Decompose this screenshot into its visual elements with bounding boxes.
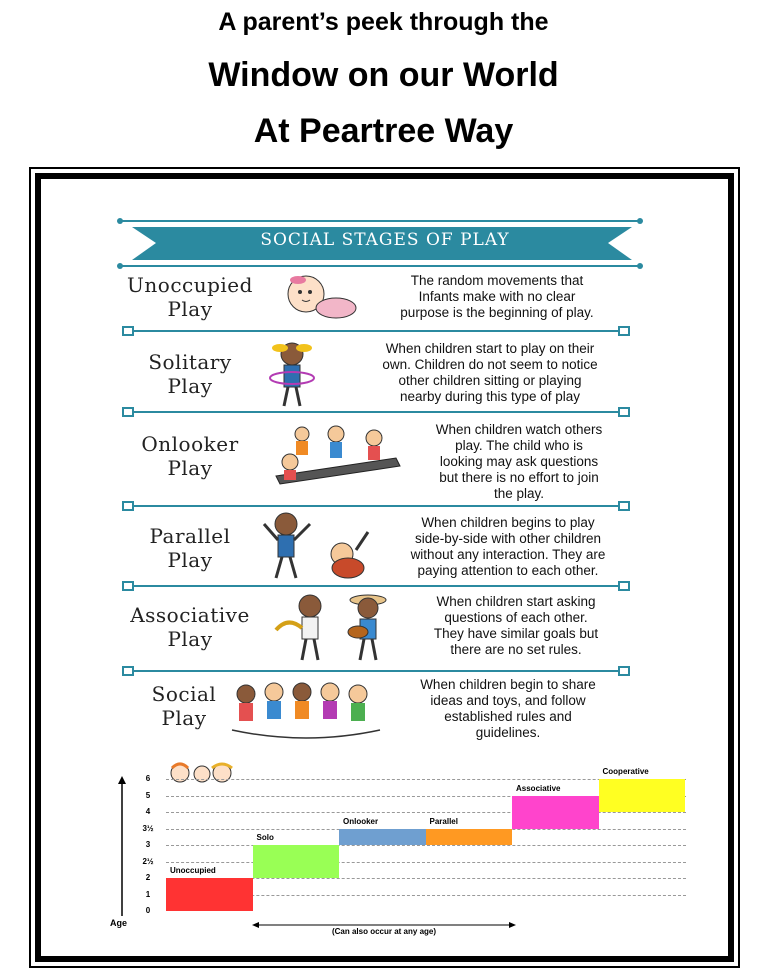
infant-icon: [276, 272, 366, 324]
bar-label: Associative: [516, 783, 561, 793]
y-tick-label: 0: [145, 906, 151, 915]
stage-associative-name: Associative Play: [130, 603, 250, 651]
separator-1-box-left: [122, 326, 134, 336]
stage-social-desc: When children begin to share ideas and toys, and follow established rules and guidelines.: [420, 677, 596, 740]
y-tick-label: 4: [145, 807, 151, 816]
parallel-children-icon: [260, 510, 380, 582]
separator-4-box-right: [618, 581, 630, 591]
bar-unoccupied: [166, 878, 253, 911]
bar-onlooker: [339, 829, 426, 846]
y-axis-label: Age: [110, 918, 128, 928]
bar-solo: [253, 845, 340, 878]
separator-4-box-left: [122, 581, 134, 591]
stage-parallel-desc: When children begins to play side-by-side with other children without any interaction. They are paying attention to each other.: [410, 515, 606, 578]
header-line-2: Window on our World: [208, 56, 559, 94]
gridline: [166, 812, 686, 813]
stage-unoccupied-name: Unoccupied Play: [127, 273, 253, 321]
separator-1: [128, 330, 622, 332]
social-children-icon: [226, 680, 386, 742]
y-axis-arrow: [116, 776, 128, 916]
kids-faces-icon: [166, 762, 256, 784]
gridline: [166, 845, 686, 846]
stage-parallel-name: Parallel Play: [149, 524, 231, 572]
separator-5-box-right: [618, 666, 630, 676]
bar-label: Solo: [256, 833, 274, 842]
y-tick-label: 1: [145, 889, 151, 899]
y-tick-label: 3: [145, 840, 151, 849]
stage-associative-desc: When children start asking questions of each other. They have similar goals but there are no set rules.: [433, 594, 599, 657]
solitary-child-icon: [262, 340, 322, 410]
x-axis-label: (Can also occur at any age): [331, 927, 437, 936]
separator-3-box-right: [618, 501, 630, 511]
separator-3: [128, 505, 622, 507]
stage-solitary-name: Solitary Play: [148, 350, 232, 398]
stage-unoccupied-desc: The random movements that Infants make with no clear purpose is the beginning of play.: [400, 273, 594, 320]
separator-1-box-right: [618, 326, 630, 336]
y-tick-label: 2½: [142, 856, 154, 866]
bar-label: Parallel: [429, 816, 458, 826]
header-line-3: At Peartree Way: [253, 112, 514, 150]
stage-social-name: Social Play: [151, 682, 217, 730]
separator-5-box-left: [122, 666, 134, 676]
header-line-1: A parent’s peek through the: [218, 8, 549, 36]
separator-2: [128, 411, 622, 413]
separator-3-box-left: [122, 501, 134, 511]
separator-4: [128, 585, 622, 587]
associative-children-icon: [268, 592, 398, 662]
bar-label: Cooperative: [602, 767, 649, 776]
stage-onlooker-name: Onlooker Play: [141, 432, 239, 480]
bar-parallel: [426, 829, 513, 846]
y-tick-label: 6: [145, 774, 151, 783]
bar-label: Unoccupied: [170, 866, 216, 875]
bar-associative: [512, 796, 599, 829]
stage-onlooker-desc: When children watch others play. The child who is looking may ask questions but there is no effort to join the play.: [435, 422, 603, 501]
y-tick-label: 3½: [142, 823, 154, 833]
gridline: [166, 862, 686, 863]
bar-cooperative: [599, 779, 686, 812]
y-tick-label: 5: [145, 790, 151, 800]
bar-label: Onlooker: [343, 816, 379, 826]
y-tick-label: 2: [145, 873, 151, 882]
separator-2-box-left: [122, 407, 134, 417]
separator-2-box-right: [618, 407, 630, 417]
banner-title: SOCIAL STAGES OF PLAY: [260, 230, 510, 250]
onlooker-children-icon: [266, 420, 406, 492]
stage-solitary-desc: When children start to play on their own. Children do not seem to notice other children sitting or playing nearby during this type of play: [382, 341, 598, 404]
separator-5: [128, 670, 622, 672]
